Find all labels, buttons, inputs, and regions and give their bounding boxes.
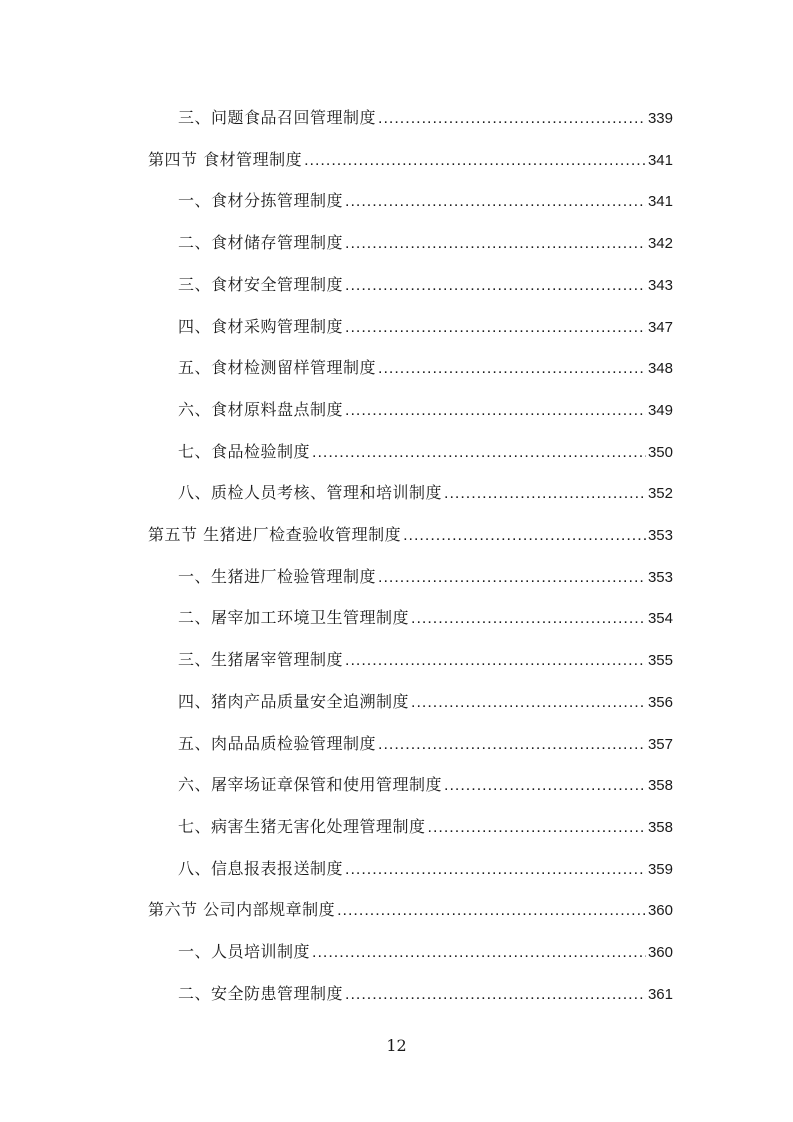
toc-entry-title: 二、安全防患管理制度 [178, 984, 344, 1003]
dot-leader [345, 230, 646, 258]
toc-entry-title: 七、食品检验制度 [178, 442, 311, 461]
toc-entry[interactable] [178, 980, 673, 1008]
toc-entry-title: 七、病害生猪无害化处理管理制度 [178, 817, 426, 836]
dot-leader [411, 689, 646, 717]
toc-entry-page: 350 [647, 444, 673, 461]
toc-entry[interactable] [178, 187, 673, 215]
toc-entry-page: 361 [647, 986, 673, 1003]
dot-leader [378, 355, 646, 383]
toc-entry-page: 358 [647, 819, 673, 836]
toc-entry-title: 第五节 生猪进厂检查验收管理制度 [148, 525, 402, 544]
toc-entry-title: 一、食材分拣管理制度 [178, 191, 344, 210]
toc-entry-title: 二、食材储存管理制度 [178, 233, 344, 252]
dot-leader [345, 314, 646, 342]
toc-entry[interactable] [178, 688, 673, 716]
dot-leader [411, 605, 646, 633]
toc-entry-title: 三、生猪屠宰管理制度 [178, 650, 344, 669]
toc-entry-page: 355 [647, 652, 673, 669]
toc-entry[interactable] [148, 146, 673, 174]
toc-entry-page: 359 [647, 861, 673, 878]
toc-entry[interactable] [178, 354, 673, 382]
toc-entry-page: 358 [647, 777, 673, 794]
toc-entry-title: 五、食材检测留样管理制度 [178, 358, 377, 377]
page-number: 12 [386, 1036, 407, 1055]
toc-entry-page: 347 [647, 319, 673, 336]
toc-entry-page: 341 [647, 193, 673, 210]
dot-leader [345, 856, 646, 884]
toc-entry[interactable] [178, 813, 673, 841]
toc-entry-title: 一、人员培训制度 [178, 942, 311, 961]
dot-leader [378, 731, 646, 759]
toc-entry-title: 六、食材原料盘点制度 [178, 400, 344, 419]
toc-entry-title: 三、食材安全管理制度 [178, 275, 344, 294]
dot-leader [345, 981, 646, 1009]
toc-entry-title: 三、问题食品召回管理制度 [178, 108, 377, 127]
dot-leader [345, 647, 646, 675]
toc-entry-page: 353 [647, 569, 673, 586]
toc-entry[interactable] [148, 896, 673, 924]
toc-entry[interactable] [178, 438, 673, 466]
toc-entry[interactable] [178, 646, 673, 674]
toc-entry-page: 357 [647, 736, 673, 753]
toc-entry-page: 341 [647, 152, 673, 169]
toc-entry-title: 八、信息报表报送制度 [178, 859, 344, 878]
toc-entry[interactable] [178, 229, 673, 257]
dot-leader [444, 480, 646, 508]
toc-entry[interactable] [148, 521, 673, 549]
toc-entry-title: 四、食材采购管理制度 [178, 317, 344, 336]
toc-entry-page: 349 [647, 402, 673, 419]
toc-entry-page: 348 [647, 360, 673, 377]
toc-entry-page: 354 [647, 610, 673, 627]
toc-entry[interactable] [178, 313, 673, 341]
dot-leader [428, 814, 646, 842]
toc-entry[interactable] [178, 604, 673, 632]
dot-leader [345, 397, 646, 425]
dot-leader [444, 772, 646, 800]
toc-entry-page: 342 [647, 235, 673, 252]
toc-entry[interactable] [178, 396, 673, 424]
toc-entry-page: 339 [647, 110, 673, 127]
toc-entry[interactable] [178, 730, 673, 758]
toc-entry-title: 八、质检人员考核、管理和培训制度 [178, 483, 443, 502]
toc-entry-title: 四、猪肉产品质量安全追溯制度 [178, 692, 410, 711]
toc-entry-title: 第四节 食材管理制度 [148, 150, 303, 169]
toc-entry-title: 一、生猪进厂检验管理制度 [178, 567, 377, 586]
toc-entry[interactable] [178, 938, 673, 966]
dot-leader [312, 939, 646, 967]
toc-entry-page: 352 [647, 485, 673, 502]
toc-entry-title: 五、肉品品质检验管理制度 [178, 734, 377, 753]
toc-entry-page: 343 [647, 277, 673, 294]
toc-entry-title: 第六节 公司内部规章制度 [148, 900, 336, 919]
dot-leader [304, 147, 646, 175]
dot-leader [378, 105, 646, 133]
toc-entry[interactable] [178, 771, 673, 799]
toc-entry[interactable] [178, 104, 673, 132]
toc-entry[interactable] [178, 563, 673, 591]
toc-entry-title: 六、屠宰场证章保管和使用管理制度 [178, 775, 443, 794]
toc-entry-page: 356 [647, 694, 673, 711]
toc-entry-title: 二、屠宰加工环境卫生管理制度 [178, 608, 410, 627]
dot-leader [312, 439, 646, 467]
toc-entry-page: 360 [647, 944, 673, 961]
dot-leader [345, 188, 646, 216]
toc-entry-page: 360 [647, 902, 673, 919]
dot-leader [378, 564, 646, 592]
toc-entry-page: 353 [647, 527, 673, 544]
dot-leader [345, 272, 646, 300]
toc-entry[interactable] [178, 479, 673, 507]
toc-entry[interactable] [178, 855, 673, 883]
toc-entry[interactable] [178, 271, 673, 299]
dot-leader [337, 897, 646, 925]
dot-leader [403, 522, 646, 550]
